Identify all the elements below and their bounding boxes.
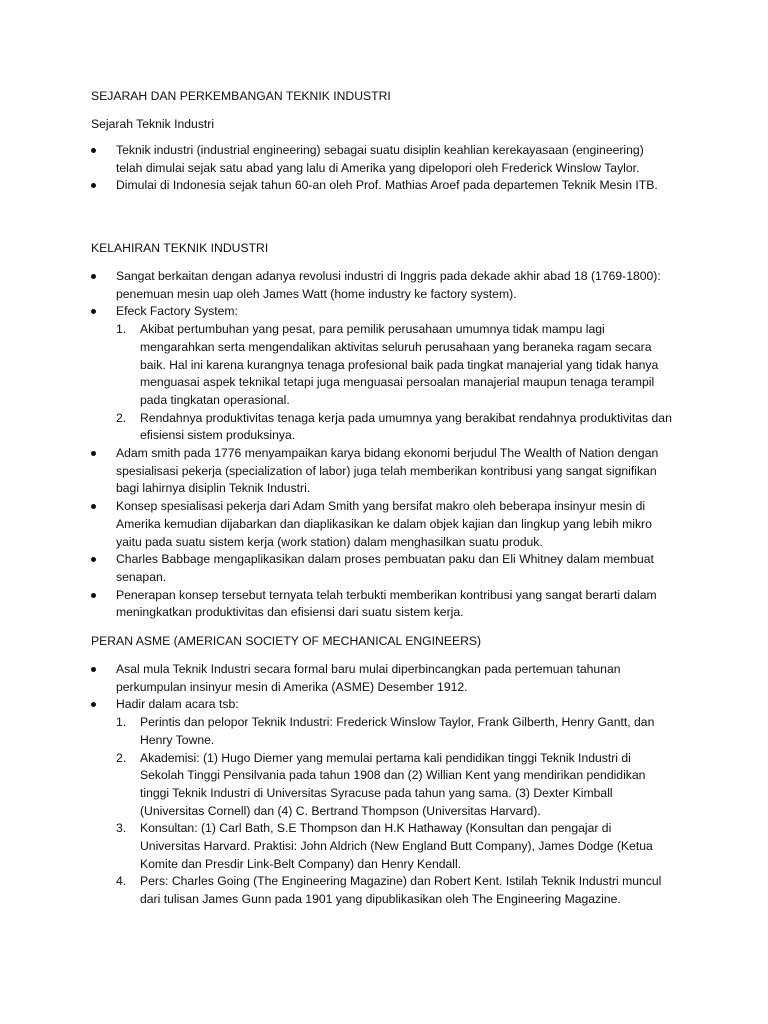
numbered-item <box>116 410 673 445</box>
item-number: 1. <box>116 715 127 730</box>
item-text: Pers: Charles Going (The Engineering Magazine) dan Robert Kent. Istilah Teknik Industri muncul dari tulisan James Gunn pada 1901 yang dipublikasikan oleh The Engineering Magazine. <box>140 874 662 907</box>
factory-system-effects-list <box>116 321 673 445</box>
item-number: 3. <box>116 821 127 836</box>
numbered-item <box>116 873 673 908</box>
bullet-text: Efeck Factory System: <box>116 304 238 319</box>
bullet-item: Asal mula Teknik Industri secara formal baru mulai diperbincangkan pada pertemuan tahunan perkumpulan insinyur mesin di Amerika (ASME) Desember 1912. <box>0 661 673 696</box>
numbered-item <box>116 714 673 749</box>
bullet-item: Penerapan konsep tersebut ternyata telah terbukti memberikan kontribusi yang sangat berarti dalam meningkatkan produktivitas dan efisiensi dari suatu sistem kerja. <box>0 587 673 622</box>
item-text: Rendahnya produktivitas tenaga kerja pada umumnya yang berakibat rendahnya produktivitas dan efisiensi sistem produksinya. <box>140 410 672 443</box>
item-text: Konsultan: (1) Carl Bath, S.E Thompson dan H.K Hathaway (Konsultan dan pengajar di Universitas Harvard. Praktisi: John Aldrich (New England Butt Company), James Dodge (Ketua Komite dan Presdir Link-Belt Company) dan Henry Kendall. <box>140 821 653 871</box>
bullet-item: Charles Babbage mengaplikasikan dalam proses pembuatan paku dan Eli Whitney dalam membuat senapan. <box>0 551 673 586</box>
section-heading-kelahiran: KELAHIRAN TEKNIK INDUSTRI <box>91 241 269 255</box>
numbered-item <box>116 750 673 821</box>
item-number: 2. <box>116 750 127 765</box>
bullet-item: Konsep spesialisasi pekerja dari Adam Smith yang bersifat makro oleh beberapa insinyur mesin di Amerika kemudian dijabarkan dan diaplikasikan ke dalam objek kajian dan lingkup yang lebih mikro yaitu pada suatu sistem kerja (work station) dalam menghasilkan suatu produk. <box>0 498 673 551</box>
bullet-item <box>0 303 673 445</box>
item-number: 1. <box>116 322 127 337</box>
bullet-item: Teknik industri (industrial engineering) sebagai suatu disiplin keahlian kerekayasaan (engineering) telah dimulai sejak satu abad yang lalu di Amerika yang dipelopori oleh Frederick Winslow Taylor. <box>0 142 673 177</box>
bullet-item: Sangat berkaitan dengan adanya revolusi industri di Inggris pada dekade akhir abad 18 (1769-1800): penemuan mesin uap oleh James Watt (home industry ke factory system). <box>0 268 673 303</box>
numbered-item <box>116 321 673 410</box>
bullet-text: Hadir dalam acara tsb: <box>116 697 239 712</box>
item-text: Akibat pertumbuhan yang pesat, para pemilik perusahaan umumnya tidak mampu lagi mengarahkan serta mengendalikan aktivitas seluruh perusahaan yang beraneka ragam secara baik. Hal ini karena kurangnya tenaga profesional baik pada tingkat manajerial yang tidak hanya menguasai aspek teknikal tetapi juga menguasai persoalan manajerial maupun tenaga terampil pada tingkatan operasional. <box>140 322 659 407</box>
section-heading-asme: PERAN ASME (AMERICAN SOCIETY OF MECHANICAL ENGINEERS) <box>91 634 482 648</box>
bullet-item: Adam smith pada 1776 menyampaikan karya bidang ekonomi berjudul The Wealth of Nation dengan spesialisasi pekerja (specialization of labor) juga telah memberikan kontribusi yang sangat signifikan bagi lahirnya disiplin Teknik Industri. <box>0 445 673 498</box>
item-number: 2. <box>116 410 127 425</box>
bullet-item <box>0 696 673 908</box>
subsection-title: Sejarah Teknik Industri <box>91 117 215 131</box>
kelahiran-bullet-list <box>0 268 768 622</box>
item-number: 4. <box>116 874 127 889</box>
history-bullet-list <box>0 142 768 195</box>
document-title: SEJARAH DAN PERKEMBANGAN TEKNIK INDUSTRI <box>91 89 391 103</box>
item-text: Akademisi: (1) Hugo Diemer yang memulai pertama kali pendidikan tinggi Teknik Industri di Sekolah Tinggi Pensilvania pada tahun 1908 dan (2) Willian Kent yang mendirikan pendidikan tinggi Teknik Industri di Universitas Syracuse pada tahun yang sama. (3) Dexter Kimball (Universitas Cornell) dan (4) C. Bertrand Thompson (Universitas Harvard). <box>140 750 646 818</box>
bullet-item: Dimulai di Indonesia sejak tahun 60-an oleh Prof. Mathias Aroef pada departemen Teknik Mesin ITB. <box>0 177 673 195</box>
attendees-list <box>116 714 673 909</box>
numbered-item <box>116 820 673 873</box>
asme-bullet-list <box>0 661 768 909</box>
item-text: Perintis dan pelopor Teknik Industri: Frederick Winslow Taylor, Frank Gilberth, Henry Gantt, dan Henry Towne. <box>140 715 655 747</box>
